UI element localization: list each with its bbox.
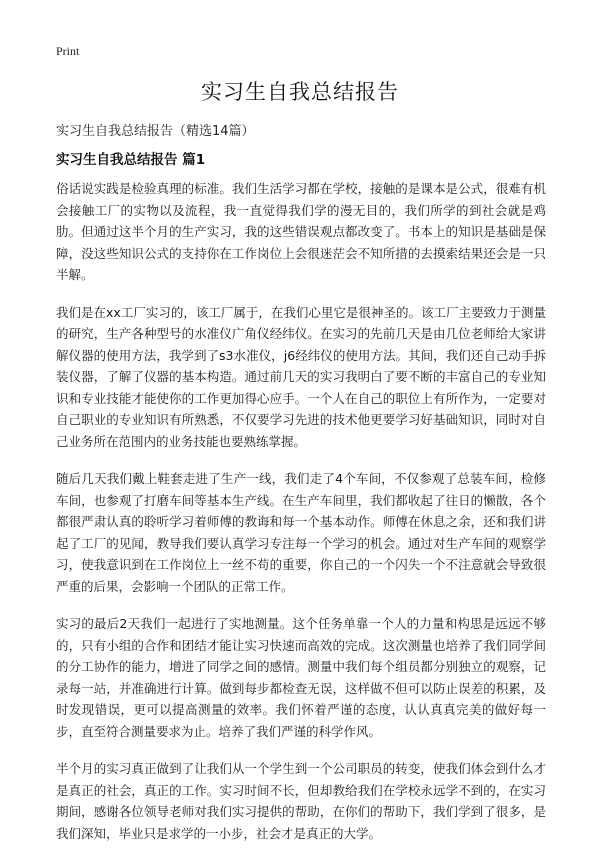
paragraph: 半个月的实习真正做到了让我们从一个学生到一个公司职员的转变，使我们体会到什么才是真正的社会，真正的工作。实习时间不长，但却教给我们在学校永远学不到的，在实习期间，感谢各位领导老师对我们实习提供的帮助，在你们的帮助下，我们学到了很多，是我们深知，毕业只是求学的一小步，社会才是真正的大学。	[56, 761, 546, 841]
paragraph: 随后几天我们戴上鞋套走进了生产一线，我们走了4个车间，不仅参观了总装车间，检修车间，也参观了打磨车间等基本生产线。在生产车间里，我们都收起了往日的懒散，各个都很严肃认真的聆听学习着师傅的教诲和每一个基本动作。师傅在休息之余，还和我们讲起了工厂的见闻，教导我们要认真学习专注每一个学习的机会。通过对生产车间的观察学习，使我意识到在工作岗位上一丝不苟的重要，你自己的一个闪失一个不注意就会导致很严重的后果，会影响一个团队的正常工作。	[56, 471, 546, 594]
paragraph: 俗话说实践是检验真理的标准。我们生活学习都在学校，接触的是课本是公式，很难有机会接触工厂的实物以及流程，我一直觉得我们学的漫无目的，我们所学的到社会就是鸡肋。但通过这半个月的生产实习，我的这些错误观点都改变了。书本上的知识是基础是保障，没这些知识公式的支持你在工作岗位上会很迷茫会不知所措的去摸索结果还会是一只半解。	[56, 181, 546, 282]
page-title: 实习生自我总结报告	[201, 80, 399, 104]
document-subtitle: 实习生自我总结报告（精选14篇）	[56, 124, 255, 139]
paragraph: 实习的最后2天我们一起进行了实地测量。这个任务单靠一个人的力量和构思是远远不够的，只有小组的合作和团结才能让实习快速而高效的完成。这次测量也培养了我们同学间的分工协作的能力，增进了同学之间的感情。测量中我们每个组员都分别独立的观察，记录每一站，并准确进行计算。做到每步都检查无误，这样做不但可以防止误差的积累，及时发现错误，更可以提高测量的效率。我们怀着严谨的态度，认认真真完美的做好每一步，直至符合测量要求为止。培养了我们严谨的科学作风。	[56, 616, 546, 739]
section-heading: 实习生自我总结报告 篇1	[56, 152, 206, 168]
document-body	[56, 178, 546, 860]
paragraph: 我们是在xx工厂实习的，该工厂属于，在我们心里它是很神圣的。该工厂主要致力于测量的研究，生产各种型号的水准仪广角仪经纬仪。在实习的先前几天是由几位老师给大家讲解仪器的使用方法，我学到了s3水准仪，j6经纬仪的使用方法。其间，我们还自己动手拆装仪器，了解了仪器的基本构造。通过前几天的实习我明白了要不断的丰富自己的专业知识和专业技能才能使你的工作更加得心应手。一个人在自己的职位上有所作为，一定要对自己职业的专业知识有所熟悉，不仅要学习先进的技术他更要学习好基础知识，同时对自己业务所在范围内的业务技能也要熟练掌握。	[56, 304, 546, 449]
print-link[interactable]: Print	[56, 44, 80, 58]
